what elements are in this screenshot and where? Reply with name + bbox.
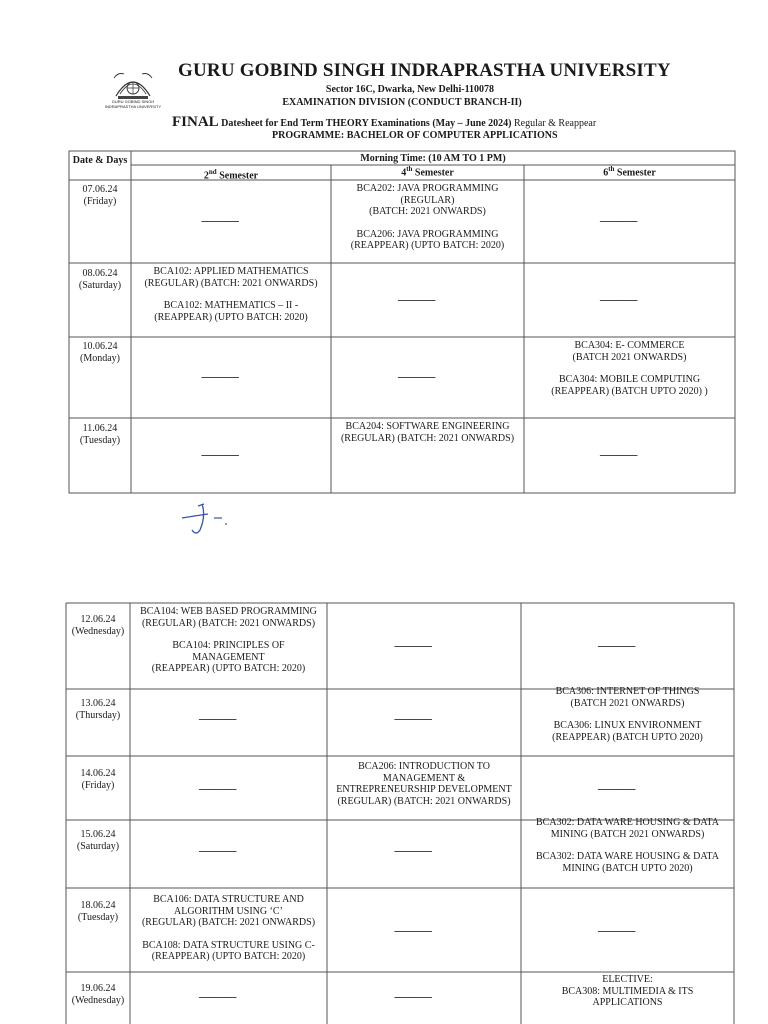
no-exam-dash: ---------------- — [397, 372, 435, 383]
exam-date: 10.06.24 (Monday) — [80, 341, 120, 364]
exam-date: 15.06.24 (Saturday) — [76, 829, 120, 852]
university-title: GURU GOBIND SINGH INDRAPRASTHA UNIVERSITY — [178, 60, 671, 81]
date-days-header: Date & Days — [72, 155, 128, 166]
exam-subject-cell: BCA102: APPLIED MATHEMATICS (REGULAR) (BATCH: 2021 ONWARDS) BCA102: MATHEMATICS – II - (REAPPEAR) (UPTO BATCH: 2020) — [144, 266, 318, 323]
no-exam-dash: ---------------- — [201, 450, 239, 461]
programme-title: PROGRAMME: BACHELOR OF COMPUTER APPLICATIONS — [272, 130, 558, 141]
exam-date: 11.06.24 (Tuesday) — [79, 423, 121, 446]
logo-caption: GURU GOBIND SINGH INDRAPRASTHA UNIVERSITY — [104, 99, 162, 109]
exam-subject-cell: BCA302: DATA WARE HOUSING & DATA MINING (BATCH 2021 ONWARDS) BCA302: DATA WARE HOUSING & DATA MINING (BATCH UPTO 2020) — [536, 817, 719, 874]
exam-subject-cell: BCA106: DATA STRUCTURE AND ALGORITHM USING ‘C’ (REGULAR) (BATCH: 2021 ONWARDS) BCA108: DATA STRUCTURE USING C- (REAPPEAR) (UPTO BATCH: 2020) — [141, 894, 316, 962]
no-exam-dash: ---------------- — [198, 992, 236, 1003]
exam-subject-cell: BCA304: E- COMMERCE (BATCH 2021 ONWARDS) BCA304: MOBILE COMPUTING (REAPPEAR) (BATCH UPTO 2020) ) — [551, 340, 708, 397]
university-address: Sector 16C, Dwarka, New Delhi-110078 — [325, 84, 495, 95]
no-exam-dash: ---------------- — [397, 294, 435, 306]
no-exam-dash: ---------------- — [201, 372, 239, 383]
exam-date: 19.06.24 (Wednesday) — [71, 983, 125, 1006]
no-exam-dash: ---------------- — [198, 845, 236, 857]
no-exam-dash: ---------------- — [394, 714, 432, 725]
morning-time-header: Morning Time: (10 AM TO 1 PM) — [360, 153, 506, 164]
semester-2-header: 2nd Semester — [203, 168, 259, 182]
exam-subject-cell: BCA306: INTERNET OF THINGS (BATCH 2021 ONWARDS) BCA306: LINUX ENVIRONMENT (REAPPEAR) (BATCH UPTO 2020) — [552, 686, 703, 743]
regular-reappear-label: Regular & Reappear — [513, 118, 597, 129]
final-label: FINAL — [172, 114, 219, 130]
exam-subject-cell: ELECTIVE: BCA308: MULTIMEDIA & ITS APPLICATIONS — [561, 974, 694, 1008]
examination-division: EXAMINATION DIVISION (CONDUCT BRANCH-II) — [282, 97, 522, 108]
exam-subject-cell: BCA202: JAVA PROGRAMMING (REGULAR) (BATCH: 2021 ONWARDS) BCA206: JAVA PROGRAMMING (REAPPEAR) (UPTO BATCH: 2020) — [350, 183, 505, 251]
semester-6-header: 6th Semester — [603, 165, 656, 179]
exam-subject-cell: BCA104: WEB BASED PROGRAMMING (REGULAR) (BATCH: 2021 ONWARDS) BCA104: PRINCIPLES OF MANAGEMENT (REAPPEAR) (UPTO BATCH: 2020) — [140, 606, 317, 674]
no-exam-dash: ---------------- — [394, 845, 432, 857]
exam-date: 12.06.24 (Wednesday) — [71, 614, 125, 637]
exam-subject-cell: BCA206: INTRODUCTION TO MANAGEMENT & ENTREPRENEURSHIP DEVELOPMENT (REGULAR) (BATCH: 2021 ONWARDS) — [336, 761, 512, 807]
exam-date: 18.06.24 (Tuesday) — [77, 900, 119, 923]
no-exam-dash: ---------------- — [394, 640, 432, 652]
no-exam-dash: ---------------- — [597, 926, 635, 937]
no-exam-dash: ---------------- — [198, 783, 236, 795]
no-exam-dash: ---------------- — [599, 216, 637, 227]
no-exam-dash: ---------------- — [198, 714, 236, 725]
no-exam-dash: ---------------- — [599, 450, 637, 461]
datesheet-description: Datesheet for End Term THEORY Examinations (May – June 2024) — [221, 118, 512, 129]
no-exam-dash: ---------------- — [597, 783, 635, 795]
no-exam-dash: ---------------- — [394, 926, 432, 937]
exam-date: 13.06.24 (Thursday) — [75, 698, 121, 721]
no-exam-dash: ---------------- — [201, 216, 239, 227]
semester-4-header: 4th Semester — [401, 165, 454, 179]
no-exam-dash: ---------------- — [394, 992, 432, 1003]
no-exam-dash: ---------------- — [597, 640, 635, 652]
exam-date: 14.06.24 (Friday) — [80, 768, 116, 791]
exam-date: 07.06.24 (Friday) — [82, 184, 118, 207]
exam-subject-cell: BCA204: SOFTWARE ENGINEERING (REGULAR) (BATCH: 2021 ONWARDS) — [340, 421, 515, 444]
handwritten-signature — [180, 500, 240, 540]
exam-date: 08.06.24 (Saturday) — [78, 268, 122, 291]
no-exam-dash: ---------------- — [599, 294, 637, 306]
